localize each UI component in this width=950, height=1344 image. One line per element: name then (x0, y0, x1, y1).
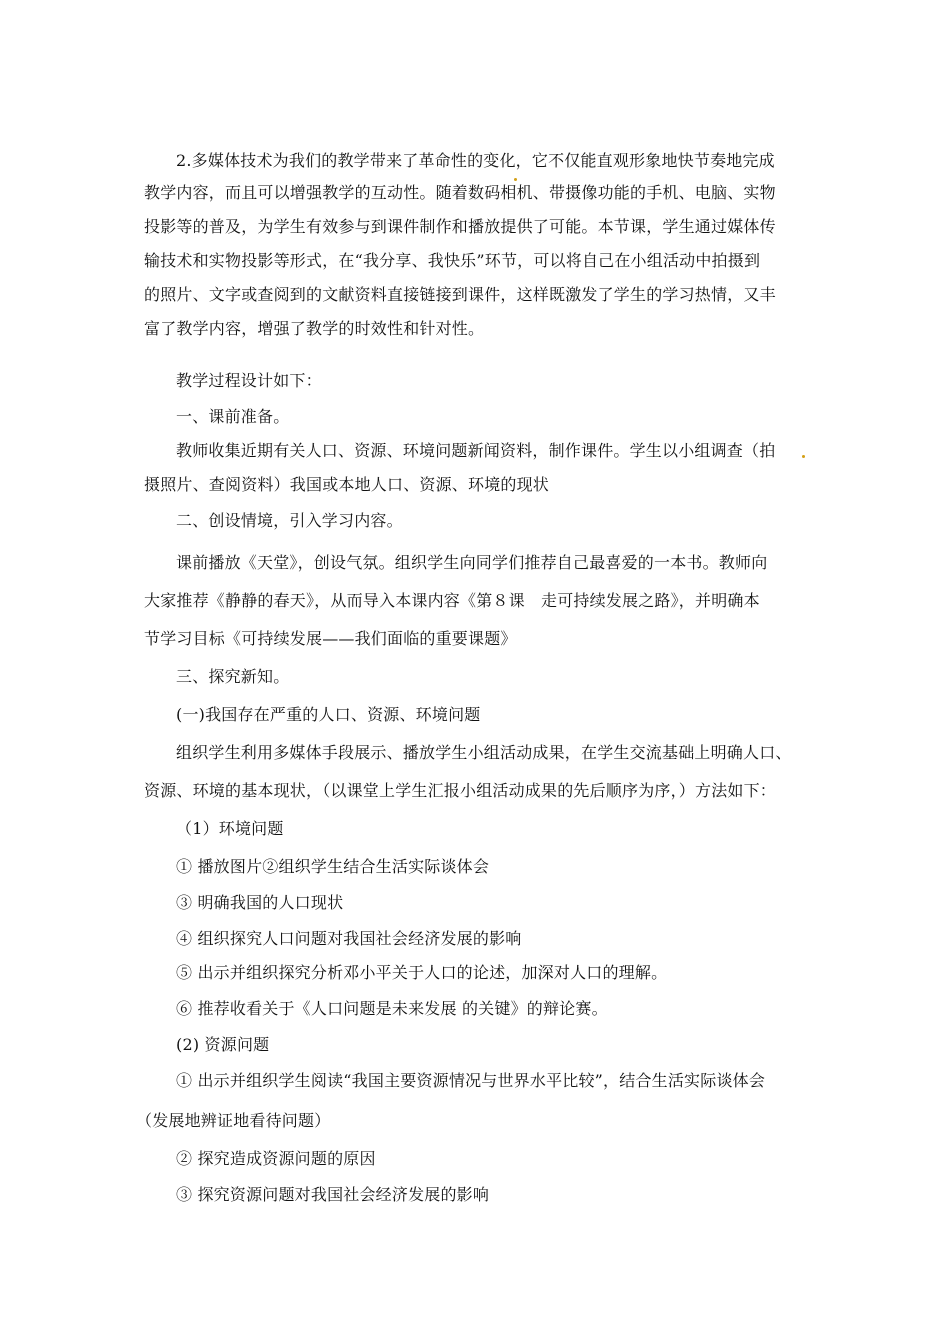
paragraph-line: ③ 明确我国的人口现状 (176, 893, 344, 912)
paragraph-line: ⑥ 推荐收看关于《人口问题是未来发展 的关键》的辩论赛。 (176, 999, 608, 1018)
paragraph-line: 课前播放《天堂》，创设气氛。组织学生向同学们推荐自己最喜爱的一本书。教师向 (176, 553, 768, 572)
paragraph-line: ③ 探究资源问题对我国社会经济发展的影响 (176, 1185, 490, 1204)
paragraph-line: ⑤ 出示并组织探究分析邓小平关于人口的论述，加深对人口的理解。 (176, 963, 668, 982)
stray-mark (802, 455, 805, 458)
paragraph-line: ② 探究造成资源问题的原因 (176, 1149, 376, 1168)
paragraph-line: 摄照片、查阅资料）我国或本地人口、资源、环境的现状 (144, 475, 550, 494)
paragraph-line: 组织学生利用多媒体手段展示、播放学生小组活动成果，在学生交流基础上明确人口、 (176, 743, 792, 762)
paragraph-line: 教师收集近期有关人口、资源、环境问题新闻资料，制作课件。学生以小组调查（拍 (176, 441, 776, 460)
paragraph-line: (一)我国存在严重的人口、资源、环境问题 (176, 705, 481, 724)
paragraph-line: 富了教学内容，增强了教学的时效性和针对性。 (144, 319, 485, 338)
paragraph-line: （1）环境问题 (176, 819, 284, 838)
paragraph-line: (2) 资源问题 (176, 1035, 270, 1054)
paragraph-line: ④ 组织探究人口问题对我国社会经济发展的影响 (176, 929, 522, 948)
paragraph-line: 投影等的普及，为学生有效参与到课件制作和播放提供了可能。本节课，学生通过媒体传 (144, 217, 776, 236)
paragraph-line: 输技术和实物投影等形式，在“我分享、我快乐”环节，可以将自己在小组活动中拍摄到 (144, 251, 761, 270)
paragraph-line: 节学习目标《可持续发展——我们面临的重要课题》 (144, 629, 517, 648)
paragraph-line: 资源、环境的基本现状，（以课堂上学生汇报小组活动成果的先后顺序为序，）方法如下： (144, 781, 777, 800)
paragraph-line: 2.多媒体技术为我们的教学带来了革命性的变化，它不仅能直观形象地快节奏地完成 (176, 151, 775, 170)
paragraph-line: 教学过程设计如下： (176, 371, 322, 390)
paragraph-line: ① 播放图片②组织学生结合生活实际谈体会 (176, 857, 490, 876)
stray-mark (514, 178, 517, 181)
paragraph-line: （发展地辨证地看待问题） (136, 1111, 331, 1130)
paragraph-line: 三、探究新知。 (176, 667, 290, 686)
paragraph-line: 大家推荐《静静的春天》，从而导入本课内容《第８课 走可持续发展之路》，并明确本 (144, 591, 760, 610)
paragraph-line: 教学内容，而且可以增强教学的互动性。随着数码相机、带摄像功能的手机、电脑、实物 (144, 183, 776, 202)
paragraph-line: ① 出示并组织学生阅读“我国主要资源情况与世界水平比较”，结合生活实际谈体会 (176, 1071, 766, 1090)
paragraph-line: 一、课前准备。 (176, 407, 290, 426)
paragraph-line: 的照片、文字或查阅到的文献资料直接链接到课件，这样既激发了学生的学习热情，又丰 (144, 285, 776, 304)
paragraph-line: 二、创设情境，引入学习内容。 (176, 511, 403, 530)
